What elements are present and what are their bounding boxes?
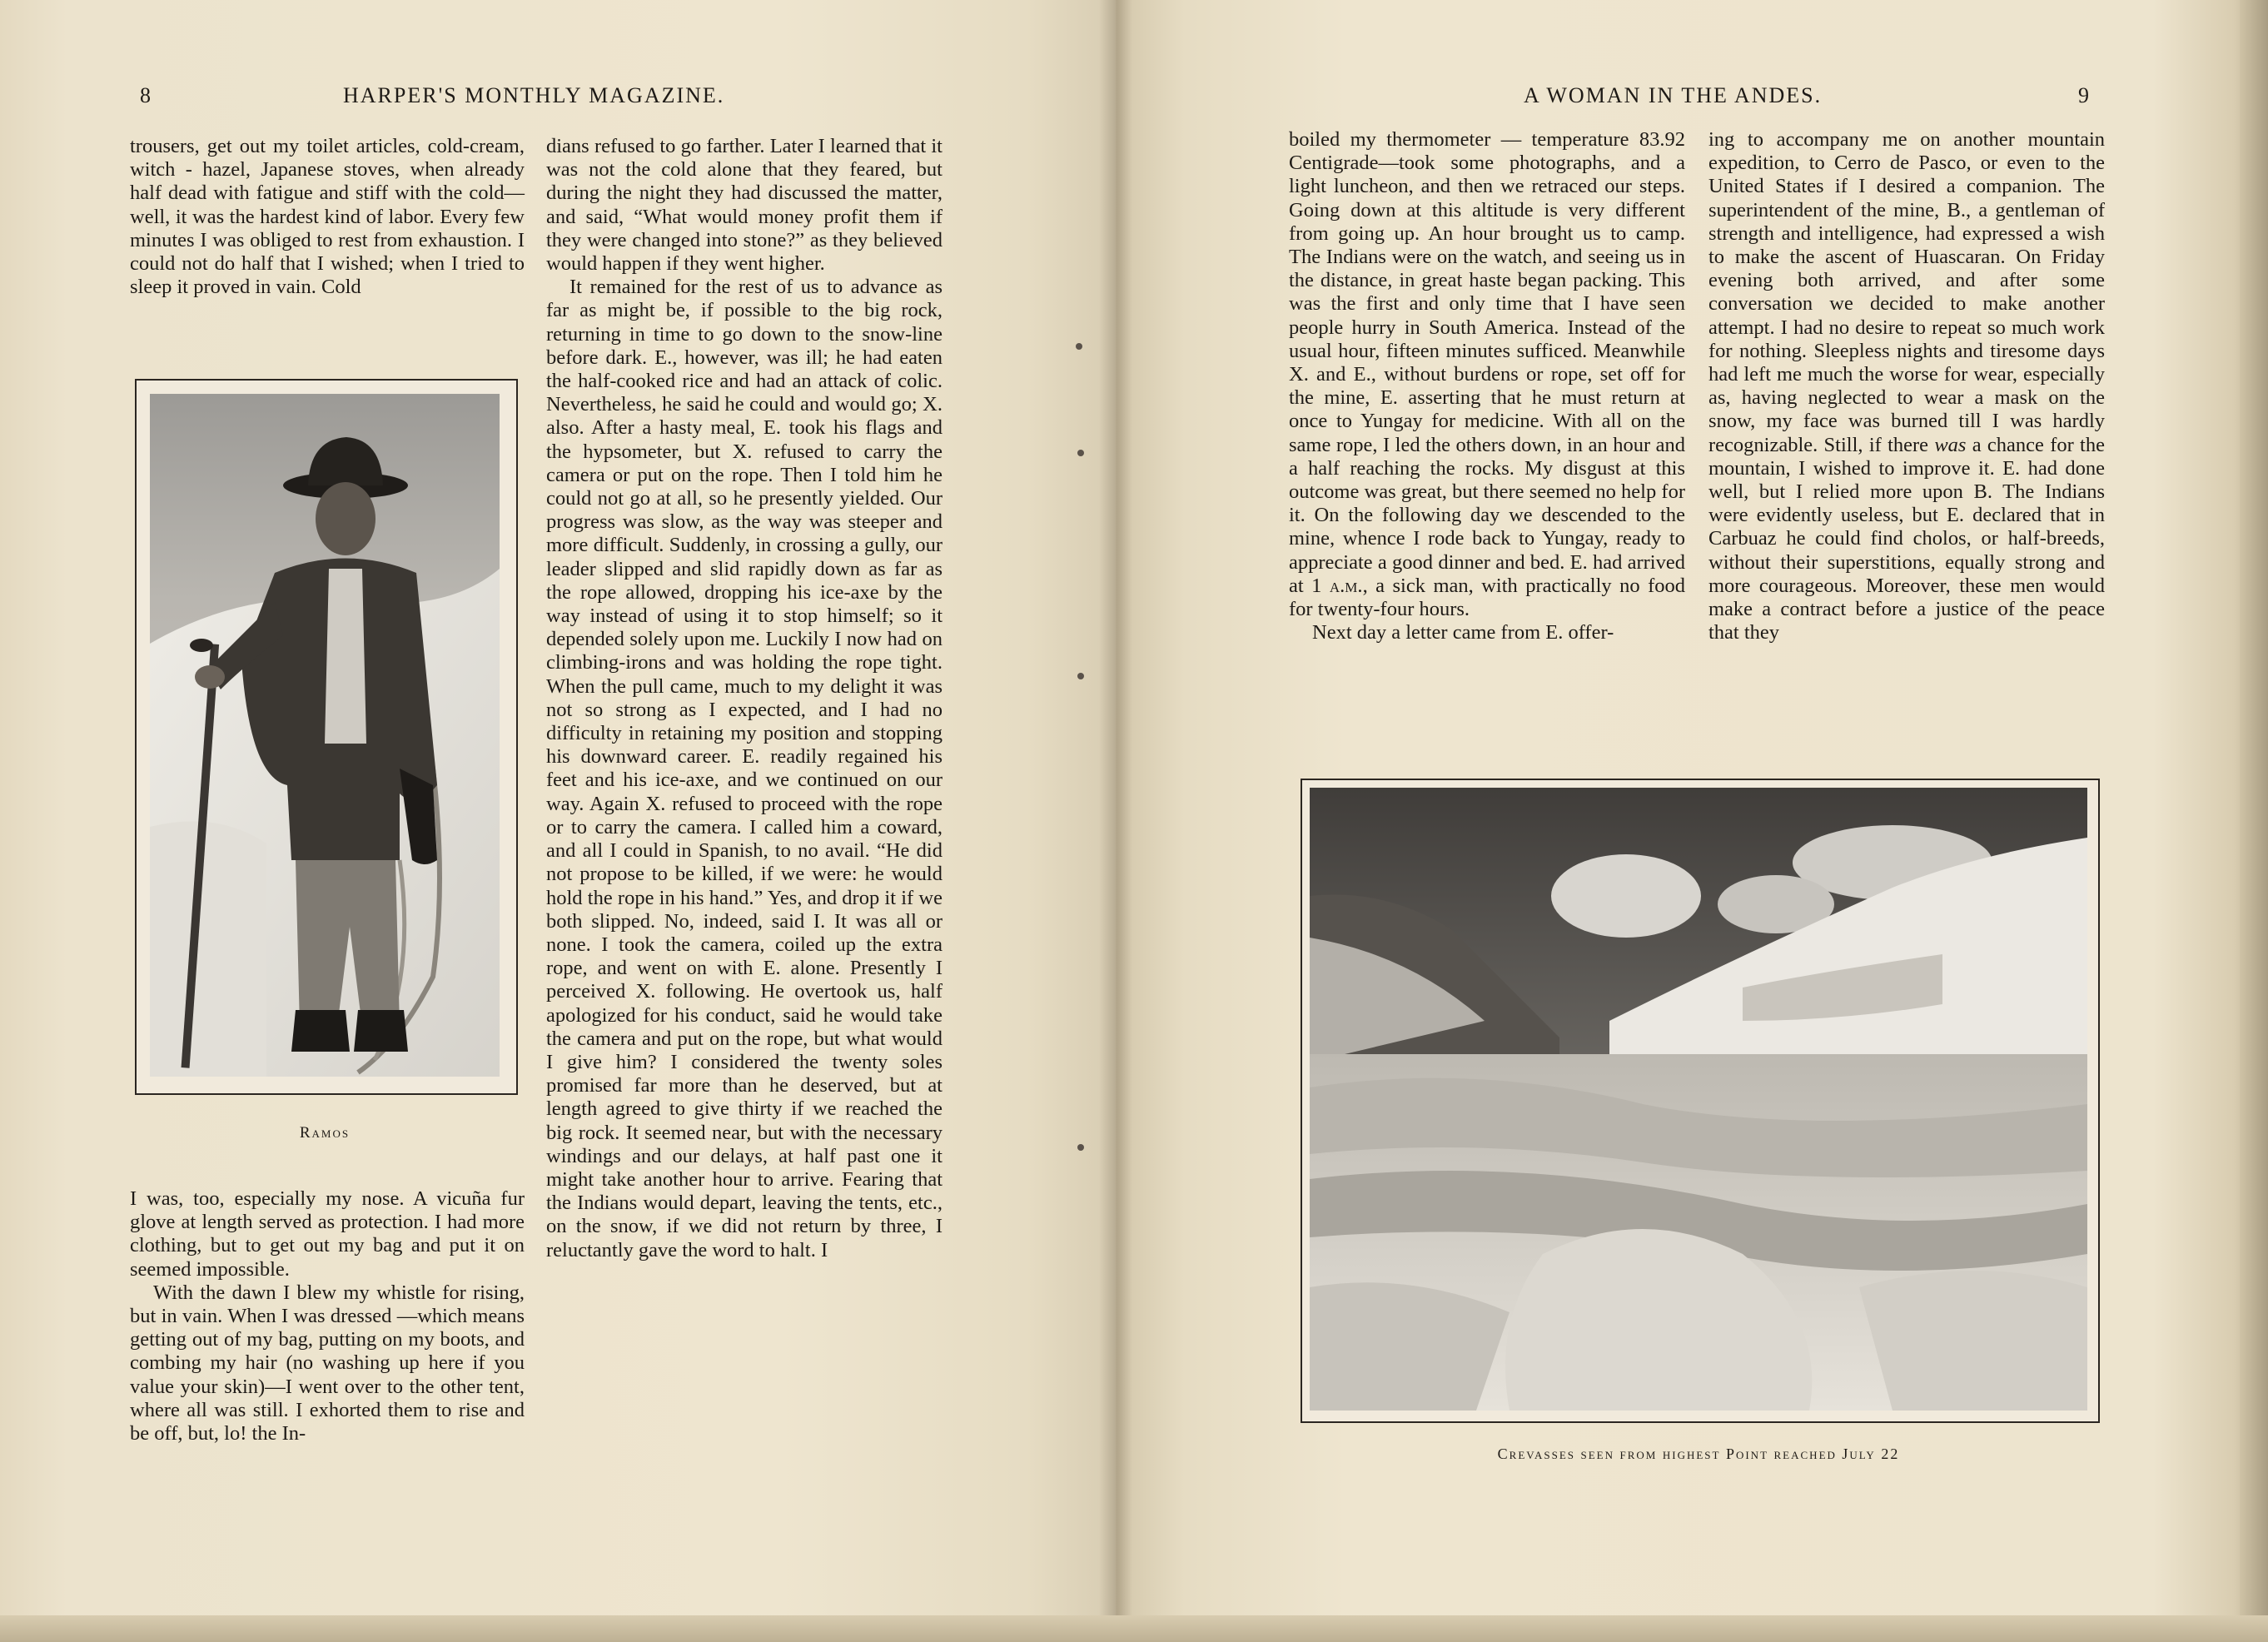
left-page: [0, 0, 1116, 1642]
crevasse-image: [1310, 788, 2087, 1411]
paragraph: With the dawn I blew my whistle for rising, but in vain. When I was dressed —which means getting out of my bag, putting on my boots, and combing my hair (no washing up here if you value your skin)—I went over to the other tent, where all was still. I exhorted them to rise and be off, but, lo! the In-: [130, 1281, 525, 1445]
left-col1-bottom: [130, 1187, 525, 1445]
page-edge: [2240, 0, 2268, 1642]
emphasis: was: [1934, 433, 1967, 456]
paragraph: [1289, 128, 1685, 621]
page-number-right: 9: [2078, 83, 2089, 107]
binding-hole: [1077, 1144, 1084, 1151]
portrait-image: [150, 394, 500, 1077]
paragraph: [1708, 128, 2105, 644]
text-run: a chance for the mountain, I wished to improve it. E. had done well, but I relied more upon B. The Indians were evidently useless, but E. declared that in Carbuaz he could find cholos, or half-breeds, without their superstitions, equally strong and more courageous. Moreover, these men would make a contract before a justice of the peace that they: [1708, 433, 2105, 644]
paragraph: It remained for the rest of us to advance as far as might be, if possible to the big rock, returning in time to go down to the snow-line before dark. E., however, was ill; he had eaten the half-cooked rice and had an attack of colic. Nevertheless, he said he could and would go; X. also. After a hasty meal, E. took his flags and the hypsometer, but X. refused to carry the camera or put on the rope. Then I told him he could not go at all, so he presently yielded. Our progress was slow, as the way was steeper and more difficult. Suddenly, in crossing a gully, our leader slipped and slid rapidly down as far as the rope allowed, dropping his ice-axe by the way instead of using it to stop himself; so it depended solely upon me. Luckily I now had on climbing-irons and was holding the rope tight. When the pull came, much to my delight it was not so strong as I expected, and I had no difficulty in retaining my position and stopping his downward career. E. readily regained his feet and his ice-axe, and we continued on our way. Again X. refused to proceed with the rope or to carry the camera. I called him a coward, and all I could in Spanish, to no avail. “He did not propose to be killed, if we were: he would hold the rope in his hand.” Yes, and drop it if we both slipped. No, indeed, said I. It was all or none. I took the camera, coiled up the extra rope, and went on with E. alone. Presently I perceived X. following. He overtook us, half apologized for his conduct, said he would take the camera and put on the rope, but what would I give him? I considered the twenty soles promised far more than he deserved, but at length agreed to give thirty if we reached the big rock. It seemed near, but with the necessary windings and our delays, at half past one it might take another hour to arrive. Fearing that the Indians would depart, leaving the tents, etc., on the snow, if we did not return by three, I reluctantly gave the word to halt. I: [546, 276, 943, 1261]
left-col1-top: [130, 135, 525, 299]
running-head-left: HARPER'S MONTHLY MAGAZINE.: [343, 83, 725, 107]
page-bottom-edge: [0, 1615, 2268, 1642]
photo-ramos: [135, 379, 518, 1095]
paragraph: I was, too, especially my nose. A vicuña fur glove at length served as protection. I had more clothing, but to get out my bag and put it on seemed impossible.: [130, 1187, 525, 1281]
right-col1: [1289, 128, 1685, 644]
right-page: [1116, 0, 2268, 1642]
paragraph: trousers, get out my toilet articles, cold-cream, witch - hazel, Japanese stoves, when already half dead with fatigue and stiff with the cold—well, it was the hardest kind of labor. Every few minutes I was obliged to rest from exhaustion. I could not do half that I wished; when I tried to sleep it proved in vain. Cold: [130, 135, 525, 299]
book-gutter: [1099, 0, 1132, 1642]
photo-caption-crevasses: Crevasses seen from highest Point reached July 22: [1497, 1445, 1900, 1462]
binding-hole: [1077, 450, 1084, 456]
page-number-left: 8: [140, 83, 151, 107]
left-col2: [546, 135, 943, 1262]
binding-hole: [1077, 673, 1084, 679]
photo-caption-ramos: Ramos: [299, 1124, 351, 1142]
binding-hole: [1076, 343, 1082, 350]
text-run: ing to accompany me on another mountain expedition, to Cerro de Pasco, or even to the United States if I desired a companion. The superintendent of the mine, B., a gentleman of strength and intelligence, had expressed a wish to make the ascent of Huascaran. On Friday evening both arrived, and after some conversation we decided to make another attempt. I had no desire to repeat so much work for nothing. Sleepless nights and tiresome days had left me much the worse for wear, especially as, having neglected to wear a mask on the snow, my face was burned till I was hardly recognizable. Still, if there: [1708, 128, 2105, 456]
right-col2: [1708, 128, 2105, 644]
photo-crevasses: [1301, 779, 2100, 1423]
text-run: , a sick man, with practically no food for twenty-four hours.: [1289, 574, 1686, 621]
text-run: boiled my thermometer — temperature 83.92 Centigrade—took some photographs, and a light luncheon, and then we retraced our steps. Going down at this altitude is very different from going up. An hour brought us to camp. The Indians were on the watch, and seeing us in the distance, in great haste began packing. This was the first and only time that I have seen people hurry in South America. Instead of the usual hour, fifteen minutes sufficed. Meanwhile X. and E., without burdens or rope, set off for the mine, E. asserting that he must return at once to Yungay for medicine. With all on the same rope, I led the others down, in an hour and a half reaching the rocks. My disgust at this outcome was great, but there seemed no help for it. On the following day we descended to the mine, whence I rode back to Yungay, ready to appreciate a good dinner and bed. E. had arrived at 1: [1289, 128, 1685, 597]
paragraph: dians refused to go farther. Later I learned that it was not the cold alone that they feared, but during the night they had discussed the matter, and said, “What would money profit them if they were changed into stone?” as they believed would happen if they went higher.: [546, 135, 943, 276]
running-head-right: A WOMAN IN THE ANDES.: [1524, 83, 1823, 107]
paragraph: Next day a letter came from E. offer-: [1312, 621, 1614, 644]
time-abbrev: a.m.: [1329, 574, 1363, 597]
